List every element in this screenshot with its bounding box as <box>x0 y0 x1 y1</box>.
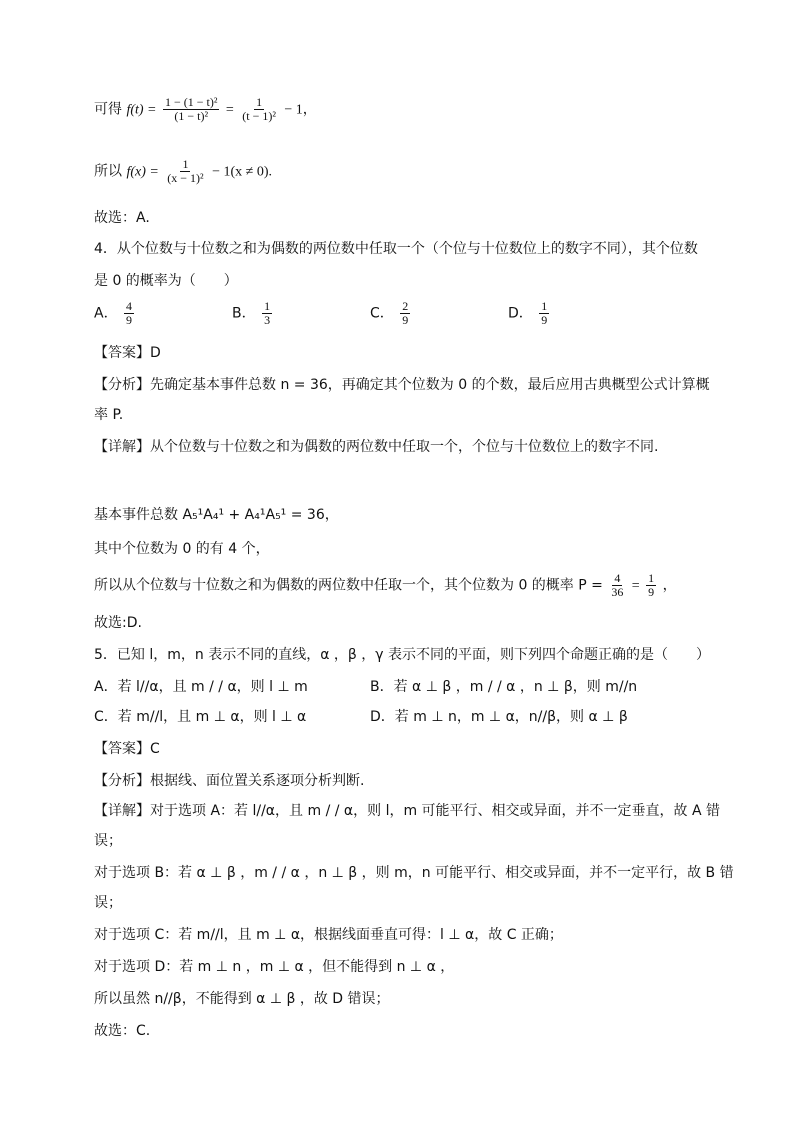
option-label: A． <box>94 305 118 322</box>
text-prefix: 可得 <box>94 101 122 118</box>
numerator: 1 <box>264 299 271 313</box>
denominator: 36 <box>611 585 624 599</box>
numerator: 1 <box>541 299 548 313</box>
q5-detail-d: 对于选项 D：若 m ⊥ n ，m ⊥ α ，但不能得到 n ⊥ α ， <box>94 959 455 975</box>
fraction-1-9 <box>646 572 656 599</box>
q4-analysis-line-2: 率 P. <box>94 407 124 423</box>
q5-detail-d-line-2: 所以虽然 n//β，不能得到 α ⊥ β ，故 D 错误； <box>94 991 390 1007</box>
q4-choose: 故选:D. <box>94 615 142 631</box>
q4-answer: 【答案】D <box>94 345 161 361</box>
formula-line-f-t <box>94 96 317 123</box>
q5-choose: 故选：C. <box>94 1023 151 1039</box>
q5-detail-c: 对于选项 C：若 m//l，且 m ⊥ α，根据线面垂直可得：l ⊥ α，故 C 正确； <box>94 927 563 943</box>
q5-option-d: D．若 m ⊥ n，m ⊥ α，n//β，则 α ⊥ β <box>370 709 628 725</box>
formula-tail: − 1(x ≠ 0). <box>212 164 272 180</box>
punctuation: ， <box>662 577 677 594</box>
denominator: (1 − t)² <box>174 109 209 123</box>
numerator: 4 <box>614 571 621 585</box>
q5-answer: 【答案】C <box>94 741 160 757</box>
option-fraction <box>400 300 410 327</box>
q5-stem: 5．已知 l，m，n 表示不同的直线，α ，β ，γ 表示不同的平面，则下列四个命题正确的是（ ） <box>94 647 711 663</box>
numerator: 2 <box>402 299 409 313</box>
q5-detail-a-line-2: 误； <box>94 833 122 849</box>
denominator: (t − 1)² <box>242 109 276 123</box>
equals-sign: = <box>225 102 234 118</box>
formula-line-f-x <box>94 158 272 185</box>
fraction <box>165 158 205 185</box>
q5-detail-a-line-1: 【详解】对于选项 A：若 l//α，且 m / / α，则 l，m 可能平行、相交或异面，并不一定垂直，故 A 错 <box>94 803 721 819</box>
denominator: 9 <box>126 313 133 327</box>
denominator: (x − 1)² <box>167 171 204 185</box>
fraction-2 <box>240 96 278 123</box>
option-label: B． <box>232 305 256 322</box>
q5-analysis: 【分析】根据线、面位置关系逐项分析判断. <box>94 773 365 789</box>
denominator: 9 <box>648 585 655 599</box>
function-expr: f(x) = <box>126 164 159 180</box>
q4-option-c <box>370 300 412 327</box>
option-label: C． <box>370 305 394 322</box>
numerator: 1 <box>182 157 189 171</box>
q5-option-a: A．若 l//α，且 m / / α，则 l ⊥ m <box>94 679 308 695</box>
numerator: 1 <box>256 95 263 109</box>
q4-zero-count: 其中个位数为 0 的有 4 个， <box>94 541 270 557</box>
q4-option-b <box>232 300 274 327</box>
option-fraction <box>539 300 549 327</box>
option-fraction <box>262 300 272 327</box>
q5-detail-b-line-2: 误； <box>94 895 122 911</box>
probability-text: 所以从个位数与十位数之和为偶数的两位数中任取一个，其个位数为 0 的概率 P = <box>94 577 603 594</box>
function-expr: f(t) = <box>126 102 157 118</box>
numerator: 1 <box>648 571 655 585</box>
equals-sign: = <box>631 578 640 594</box>
numerator: 4 <box>126 299 133 313</box>
formula-tail: − 1， <box>284 102 317 118</box>
q4-stem-line-2: 是 0 的概率为（ ） <box>94 273 238 289</box>
denominator: 3 <box>264 313 271 327</box>
fraction-4-36 <box>609 572 625 599</box>
q5-option-b: B．若 α ⊥ β ，m / / α ，n ⊥ β，则 m//n <box>370 679 638 695</box>
q4-detail: 【详解】从个位数与十位数之和为偶数的两位数中任取一个，个位与十位数位上的数字不同. <box>94 439 659 455</box>
denominator: 9 <box>402 313 409 327</box>
denominator: 9 <box>541 313 548 327</box>
q4-analysis-line-1: 【分析】先确定基本事件总数 n = 36，再确定其个位数为 0 的个数，最后应用古典概型公式计算概 <box>94 377 710 393</box>
option-fraction <box>124 300 134 327</box>
q4-stem-line-1: 4．从个位数与十位数之和为偶数的两位数中任取一个（个位与十位数位上的数字不同），其个位数 <box>94 241 698 257</box>
q5-detail-b-line-1: 对于选项 B：若 α ⊥ β ，m / / α ，n ⊥ β ，则 m，n 可能平行、相交或异面，并不一定平行，故 B 错 <box>94 865 734 881</box>
q4-option-d <box>508 300 551 327</box>
option-label: D． <box>508 305 533 322</box>
q4-option-a <box>94 300 136 327</box>
fraction-1 <box>163 96 219 123</box>
numerator: 1 − (1 − t)² <box>164 95 218 109</box>
choose-line-a: 故选：A. <box>94 210 150 226</box>
q4-total-events: 基本事件总数 A₅¹A₄¹ + A₄¹A₅¹ = 36， <box>94 507 339 523</box>
q5-option-c: C．若 m//l，且 m ⊥ α，则 l ⊥ α <box>94 709 307 725</box>
text-prefix: 所以 <box>94 163 122 180</box>
q4-probability-line <box>94 572 677 599</box>
